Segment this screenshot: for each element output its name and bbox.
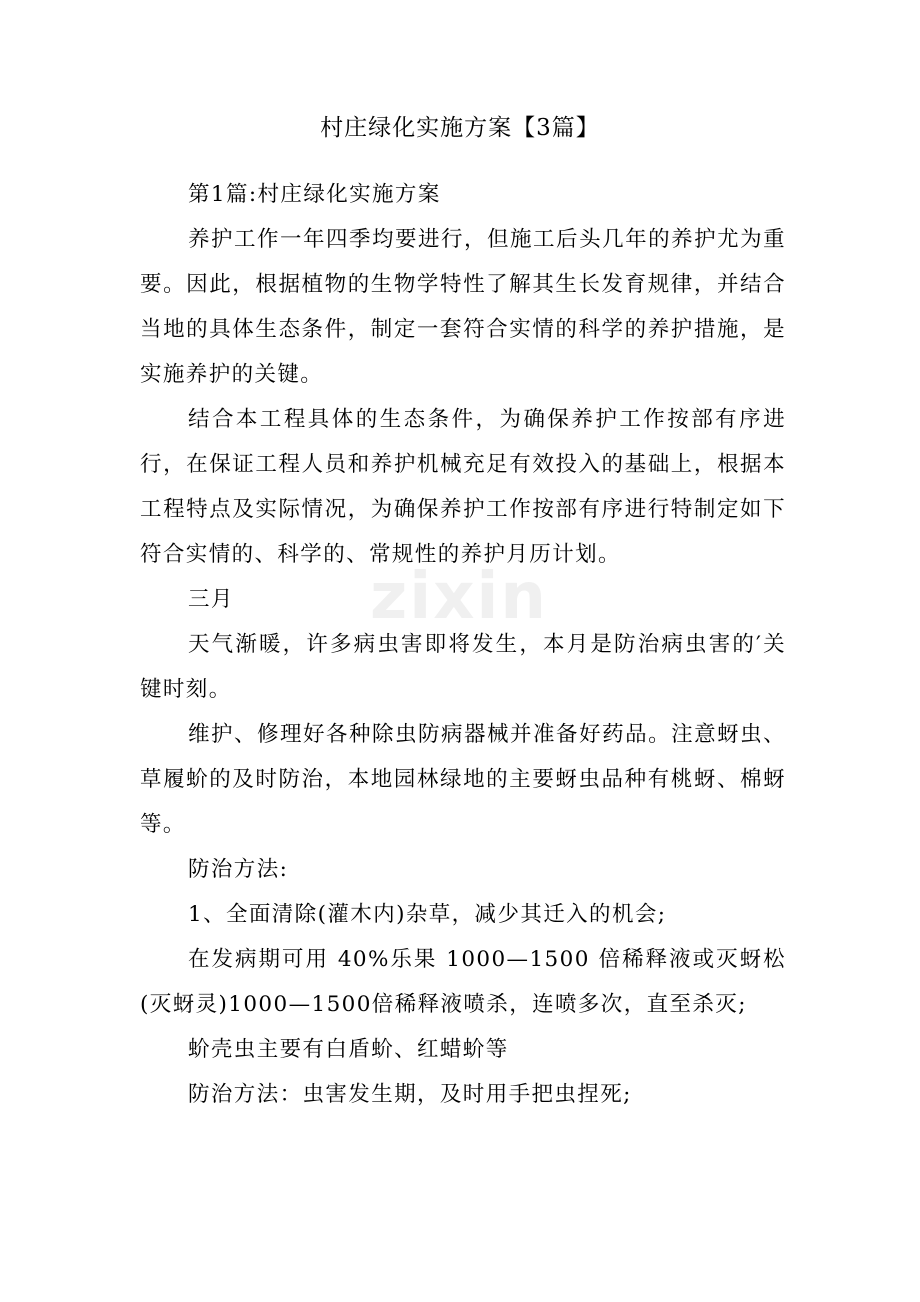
list-item: 1、全面清除(灌木内)杂草，减少其迁入的机会; [188, 902, 667, 927]
paragraph: 天气渐暖，许多病虫害即将发生，本月是防治病虫害的′关键时刻。 [140, 632, 786, 702]
watermark: zixin [370, 560, 548, 634]
paragraph: 蚧壳虫主要有白盾蚧、红蜡蚧等 [188, 1037, 509, 1062]
month-heading: 三月 [188, 587, 234, 612]
paragraph: 结合本工程具体的生态条件，为确保养护工作按部有序进行，在保证工程人员和养护机械充足有效投入的基础上，根据本工程特点及实际情况，为确保养护工作按部有序进行特制定如下符合实情的、科学的、常规性的养护月历计划。 [140, 407, 786, 567]
document-title: 村庄绿化实施方案【3篇】 [320, 115, 600, 141]
paragraph: 维护、修理好各种除虫防病器械并准备好药品。注意蚜虫、草履蚧的及时防治，本地园林绿地的主要蚜虫品种有桃蚜、棉蚜等。 [140, 722, 786, 837]
section-heading: 第1篇:村庄绿化实施方案 [188, 182, 441, 207]
paragraph: 防治方法: [188, 857, 289, 882]
paragraph: 养护工作一年四季均要进行，但施工后头几年的养护尤为重要。因此，根据植物的生物学特性了解其生长发育规律，并结合当地的具体生态条件，制定一套符合实情的科学的养护措施，是实施养护的关键。 [140, 227, 786, 387]
document-body [140, 172, 786, 1117]
paragraph: 防治方法：虫害发生期，及时用手把虫捏死; [188, 1082, 632, 1107]
paragraph: 在发病期可用 40%乐果 1000—1500 倍稀释液或灭蚜松(灭蚜灵)1000—1500倍稀释液喷杀，连喷多次，直至杀灭; [140, 947, 786, 1017]
